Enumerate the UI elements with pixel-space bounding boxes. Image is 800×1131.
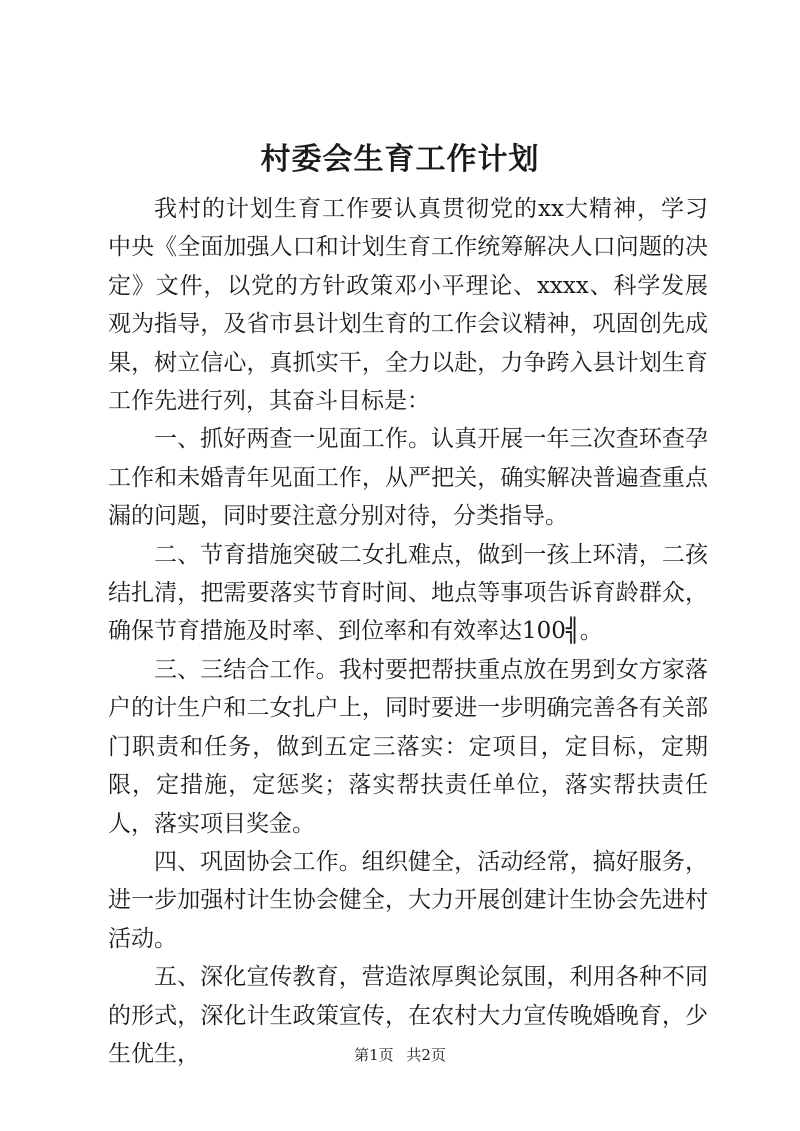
page-total: 共2页 <box>406 1046 446 1064</box>
document-title: 村委会生育工作计划 <box>260 142 540 177</box>
paragraph-intro: 我村的计划生育工作要认真贯彻党的xx大精神，学习中央《全面加强人口和计划生育工作统筹解决人口问题的决定》文件，以党的方针政策邓小平理论、xxxx、科学发展观为指导，及省市县计划生育的工作会议精神，巩固创先成果，树立信心，真抓实干，全力以赴，力争跨入县计划生育工作先进行列，其奋斗目标是： <box>108 196 708 415</box>
paragraph-item-5: 五、深化宣传教育，营造浓厚舆论氛围，利用各种不同的形式，深化计生政策宣传，在农村大力宣传晚婚晚育，少生优生， <box>108 964 708 1067</box>
paragraph-item-4: 四、巩固协会工作。组织健全，活动经常，搞好服务，进一步加强村计生协会健全，大力开展创建计生协会先进村活动。 <box>108 848 708 952</box>
paragraph-item-2: 二、节育措施突破二女扎难点，做到一孩上环清，二孩结扎清，把需要落实节育时间、地点等事项告诉育龄群众，确保节育措施及时率、到位率和有效率达100╣。 <box>108 541 708 645</box>
page-footer <box>0 1045 800 1065</box>
page-number: 第1页 <box>354 1046 394 1064</box>
paragraph-item-1: 一、抓好两查一见面工作。认真开展一年三次查环查孕工作和未婚青年见面工作，从严把关，确实解决普遍查重点漏的问题，同时要注意分别对待，分类指导。 <box>108 426 708 530</box>
paragraph-item-3: 三、三结合工作。我村要把帮扶重点放在男到女方家落户的计生户和二女扎户上，同时要进一步明确完善各有关部门职责和任务，做到五定三落实：定项目，定目标，定期限，定措施，定惩奖；落实帮扶责任单位，落实帮扶责任人，落实项目奖金。 <box>108 656 708 837</box>
document-body <box>108 190 708 1073</box>
